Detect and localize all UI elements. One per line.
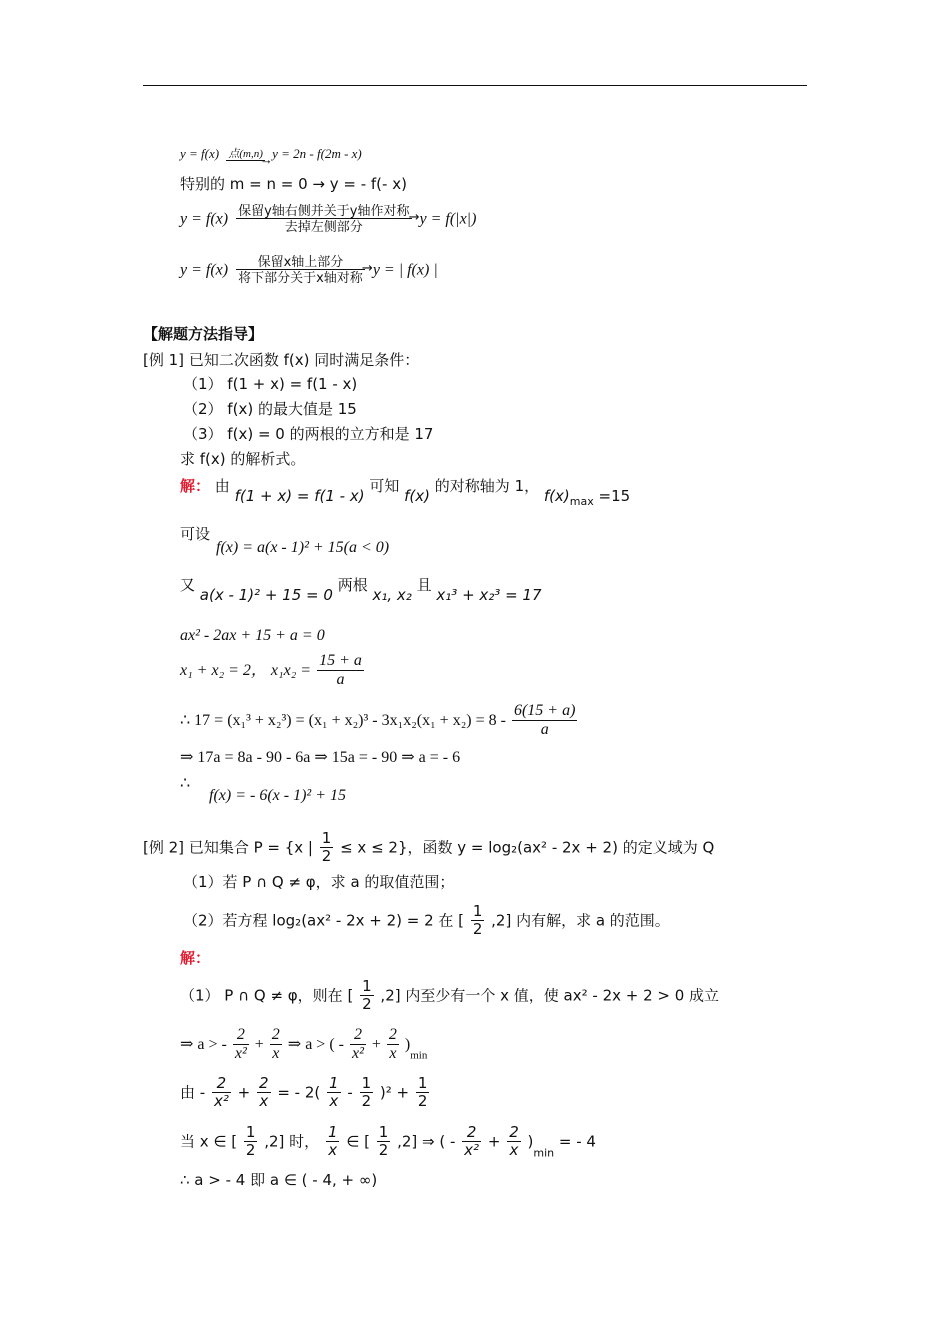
fraction-denominator: x [257, 1092, 271, 1110]
fraction-numerator: 2 [216, 1074, 227, 1092]
transform-right: y = 2n - f(2m - x) [272, 146, 362, 161]
math: + [487, 1132, 501, 1151]
math: + [371, 1035, 381, 1053]
example-label: [例 2] [143, 838, 185, 857]
example1-cube-sum [180, 702, 579, 740]
fraction-numerator: 6(15 + a) [513, 702, 576, 719]
example2-question-2 [183, 903, 670, 939]
example1-intro [143, 353, 419, 368]
fraction-numerator: 2 [271, 1026, 280, 1043]
fraction-numerator: 1 [361, 1074, 372, 1092]
transform-point: y = f(x) 点(m,n) → y = 2n - f(2m - x) [180, 146, 362, 168]
math: f(1 + x) = f(1 - x) [234, 487, 365, 505]
fraction-denominator: x² [464, 1141, 480, 1160]
math: x₁, x₂ [372, 586, 412, 604]
example1-condition-3: （3） f(x) = 0 的两根的立方和是 17 [183, 425, 434, 443]
example1-condition-2: （2） f(x) 的最大值是 15 [183, 400, 357, 418]
fraction-numerator: 2 [353, 1026, 362, 1043]
fraction-denominator: 2 [362, 995, 372, 1014]
subscript: min [410, 1049, 428, 1062]
text: 由 [214, 477, 230, 495]
math: ∈ [ [346, 1132, 370, 1151]
example1-equation: ax² - 2ax + 15 + a = 0 [180, 627, 325, 644]
example1-condition-1: （1） f(1 + x) = f(1 - x) [183, 375, 358, 393]
math: ⇒ a > - [180, 1035, 227, 1053]
example1-solution-line1 [180, 477, 631, 508]
math: + [237, 1083, 251, 1102]
example2-step-minimum [180, 1124, 596, 1160]
transform-bottom-label: 将下部分关于x轴对称 [238, 271, 363, 286]
fraction-numerator: 2 [466, 1123, 477, 1141]
section-title: 【解题方法指导】 [143, 325, 264, 343]
text: 又 [180, 576, 196, 594]
example2-part1 [180, 978, 719, 1014]
text: 由 - [180, 1083, 206, 1102]
transform-right: y = | f(x) | [372, 261, 438, 279]
fraction-denominator: x [270, 1044, 282, 1063]
transform-special: 特别的 m = n = 0 → y = - f(- x) [180, 175, 407, 193]
subscript: min [533, 1146, 555, 1160]
fraction-numerator: 1 [417, 1074, 428, 1092]
subscript: max [569, 495, 594, 508]
fraction-denominator: x² [213, 1092, 229, 1111]
example1-answer: f(x) = - 6(x - 1)² + 15 [209, 787, 347, 804]
fraction-denominator: 2 [321, 847, 332, 866]
fraction-denominator: 2 [472, 920, 483, 939]
math: ) [527, 1132, 534, 1151]
text: ,2] 时， [264, 1132, 320, 1151]
math: - [347, 1083, 353, 1102]
math: )² + [379, 1083, 410, 1102]
math: ,2] ⇒ ( - [397, 1132, 456, 1151]
text: ≤ x ≤ 2}，函数 y = log₂(ax² - 2x + 2) 的定义域为 Q [340, 838, 715, 857]
text: 当 x ∈ [ [180, 1132, 238, 1151]
text: 已知集合 P = {x | [188, 838, 313, 857]
fraction-numerator: 2 [259, 1074, 269, 1092]
example2-conclusion: ∴ a > - 4 即 a ∈ ( - 4, + ∞) [180, 1171, 378, 1189]
example2-solution-label: 解： [180, 949, 211, 967]
example1-ask: 求 f(x) 的解析式。 [180, 450, 306, 468]
example2-step-complete-square [180, 1075, 431, 1111]
text: 且 [416, 576, 432, 594]
solution-label: 解： [180, 477, 211, 495]
math: + [254, 1035, 264, 1053]
math: ⇒ a > ( - [287, 1035, 344, 1053]
fraction-numerator: 2 [388, 1026, 397, 1043]
transform-abs-x: y = f(x) 保留y轴右侧并关于y轴作对称 → 去掉左侧部分 y = f(|x|) [180, 204, 477, 235]
example1-solve: ⇒ 17a = 8a - 90 - 6a ⇒ 15a = - 90 ⇒ a = - 6 [180, 749, 461, 766]
example2-intro [143, 830, 714, 866]
math: ∴ 17 = (x₁³ + x₂³) = (x₁ + x₂)³ - 3x₁x₂(x₁ + x₂) = 8 - [180, 711, 506, 729]
fraction-denominator: x² [351, 1045, 364, 1063]
example1-roots [180, 576, 542, 604]
transform-bottom-label: 去掉左侧部分 [284, 220, 363, 235]
example2-step-inequality [180, 1026, 427, 1064]
transform-left: y = f(x) [180, 146, 220, 161]
example1-therefore: ∴ [180, 775, 191, 792]
text: 可知 [369, 477, 400, 495]
fraction-numerator: 2 [236, 1026, 245, 1043]
text: （1） P ∩ Q ≠ φ，则在 [ [180, 986, 354, 1005]
math: = - 4 [558, 1132, 596, 1151]
example-text: 已知二次函数 f(x) 同时满足条件： [188, 351, 420, 369]
transform-right: y = f(|x|) [419, 210, 477, 228]
fraction-denominator: 2 [417, 1092, 428, 1111]
fraction-denominator: 2 [245, 1141, 256, 1160]
fraction-denominator: a [512, 720, 577, 739]
math: f(x) [543, 487, 570, 505]
math: f(x) [404, 487, 431, 505]
example2-question-1: （1）若 P ∩ Q ≠ φ，求 a 的取值范围； [183, 873, 455, 891]
text: ,2] 内有解，求 a 的范围。 [491, 911, 670, 930]
fraction-numerator: 15 + a [319, 652, 362, 669]
transform-abs-f: y = f(x) 保留x轴上部分 → 将下部分关于x轴对称 y = | f(x) | [180, 255, 438, 286]
example-label: [例 1] [143, 351, 185, 369]
fraction-numerator: 1 [472, 902, 483, 920]
text: （2）若方程 log₂(ax² - 2x + 2) = 2 在 [ [183, 911, 465, 930]
math: ) [404, 1035, 411, 1053]
fraction-denominator: x [326, 1141, 340, 1159]
transform-top-label: 保留x轴上部分 [257, 255, 344, 270]
math: = - 2( [277, 1083, 321, 1102]
transform-top-label: 保留y轴右侧并关于y轴作对称 [238, 204, 410, 219]
fraction-numerator: 2 [509, 1123, 519, 1141]
fraction-numerator: 1 [329, 1074, 339, 1092]
text: ,2] 内至少有一个 x 值，使 ax² - 2x + 2 > 0 成立 [380, 986, 720, 1005]
text: 两根 [337, 576, 368, 594]
fraction-numerator: 1 [362, 977, 372, 995]
math: x₁ + x₂ = 2， x₁x₂ = [180, 661, 312, 679]
example1-assume: 可设 [180, 525, 211, 543]
transform-label: 点(m,n) [228, 148, 263, 161]
fraction-numerator: 1 [327, 1123, 338, 1141]
transform-left: y = f(x) [180, 210, 229, 228]
math: a(x - 1)² + 15 = 0 [199, 586, 333, 604]
fraction-denominator: x² [234, 1045, 247, 1063]
fraction-denominator: x [387, 1044, 399, 1063]
fraction-denominator: x [327, 1092, 341, 1110]
math: x₁³ + x₂³ = 17 [436, 586, 542, 604]
fraction-numerator: 1 [378, 1123, 389, 1141]
fraction-numerator: 1 [245, 1123, 256, 1141]
example1-vieta [180, 652, 366, 690]
example1-form: f(x) = a(x - 1)² + 15(a < 0) [216, 539, 390, 556]
text: 的对称轴为 1， [434, 477, 540, 495]
math: =15 [598, 487, 631, 505]
fraction-denominator: x [507, 1141, 521, 1159]
transform-left: y = f(x) [180, 261, 229, 279]
fraction-numerator: 1 [321, 829, 332, 847]
header-rule [143, 85, 807, 86]
fraction-denominator: 2 [361, 1092, 372, 1111]
fraction-denominator: 2 [378, 1141, 389, 1160]
fraction-denominator: a [317, 670, 364, 689]
